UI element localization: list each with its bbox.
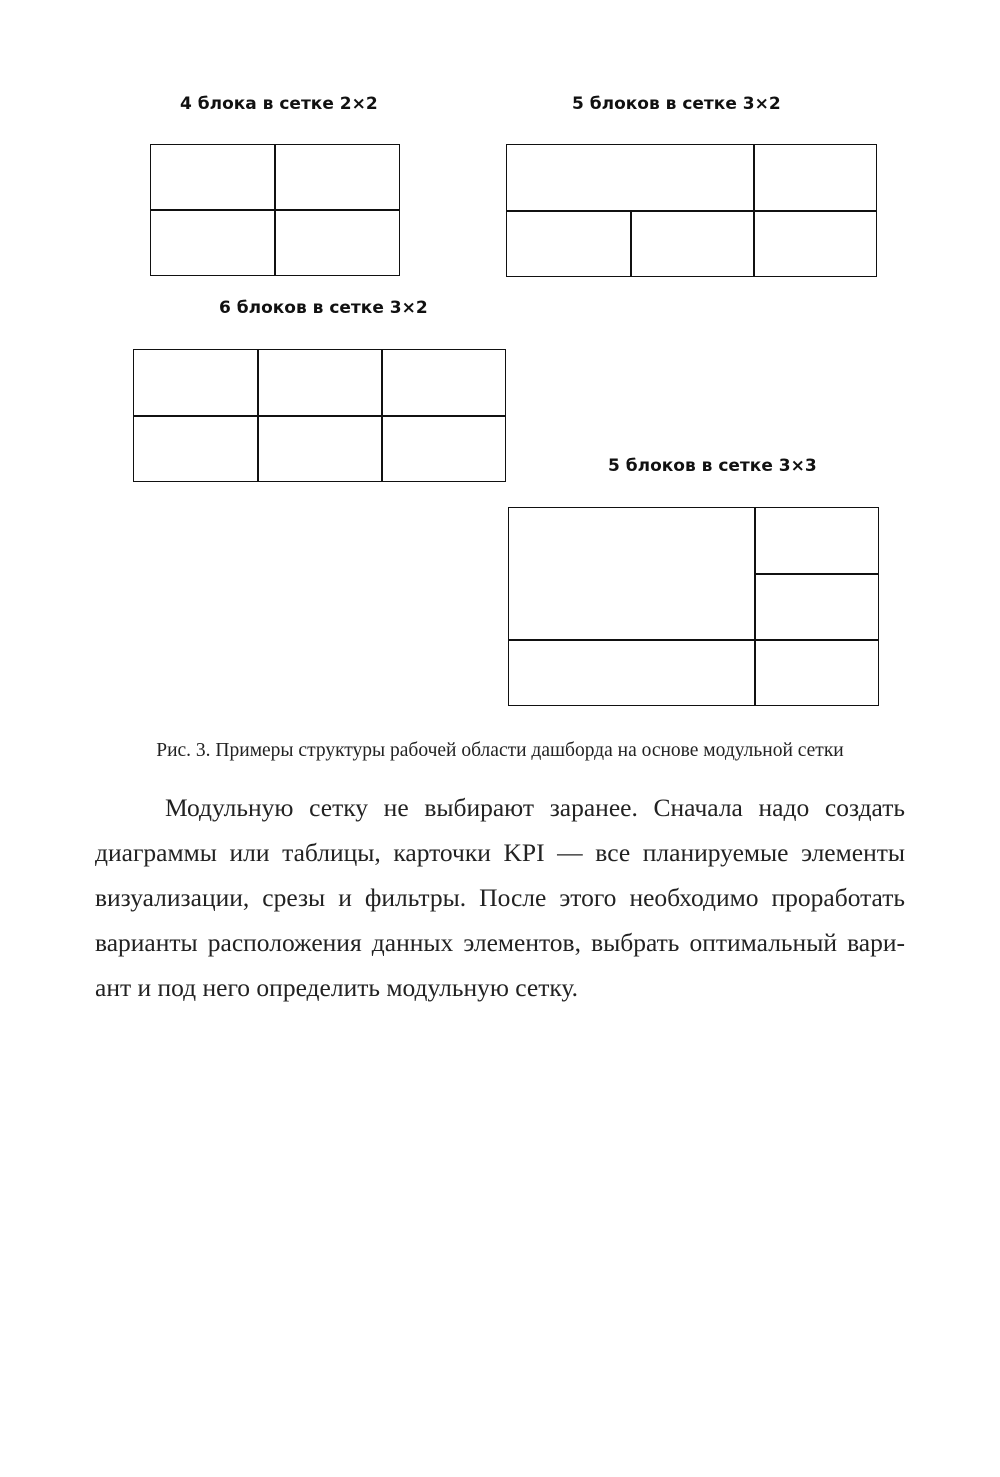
grid-title-5-blocks-3x3: 5 блоков в сетке 3×3 bbox=[608, 456, 817, 476]
grid-divider bbox=[507, 210, 876, 212]
grid-diagram-5-blocks-3x3 bbox=[508, 507, 879, 706]
paragraph-line: ант и под него определить модульную сетку. bbox=[95, 973, 578, 1002]
grid-divider bbox=[151, 209, 399, 211]
grid-diagram-4-blocks-2x2 bbox=[150, 144, 400, 276]
figure-caption: Рис. 3. Примеры структуры рабочей области дашборда на основе модульной сетки bbox=[156, 740, 844, 761]
paragraph-line: диаграммы или таблицы, карточки KPI — все планируемые элементы bbox=[95, 838, 905, 867]
grid-divider bbox=[754, 573, 878, 575]
grid-divider bbox=[134, 415, 505, 417]
grid-divider bbox=[753, 145, 755, 276]
grid-title-4-blocks-2x2: 4 блока в сетке 2×2 bbox=[180, 94, 378, 114]
grid-divider bbox=[630, 210, 632, 276]
grid-diagram-5-blocks-3x2 bbox=[506, 144, 877, 277]
grid-title-5-blocks-3x2: 5 блоков в сетке 3×2 bbox=[572, 94, 781, 114]
paragraph-line: визуализации, срезы и фильтры. После этого необходимо проработать bbox=[95, 883, 905, 912]
paragraph-line: Модульную сетку не выбирают заранее. Сначала надо создать bbox=[165, 793, 905, 822]
paragraph-line: варианты расположения данных элементов, выбрать оптимальный вари- bbox=[95, 928, 905, 957]
grid-diagram-6-blocks-3x2 bbox=[133, 349, 506, 482]
grid-title-6-blocks-3x2: 6 блоков в сетке 3×2 bbox=[219, 298, 428, 318]
body-paragraph bbox=[95, 785, 905, 1010]
grid-divider bbox=[509, 639, 878, 641]
grid-divider bbox=[754, 508, 756, 705]
